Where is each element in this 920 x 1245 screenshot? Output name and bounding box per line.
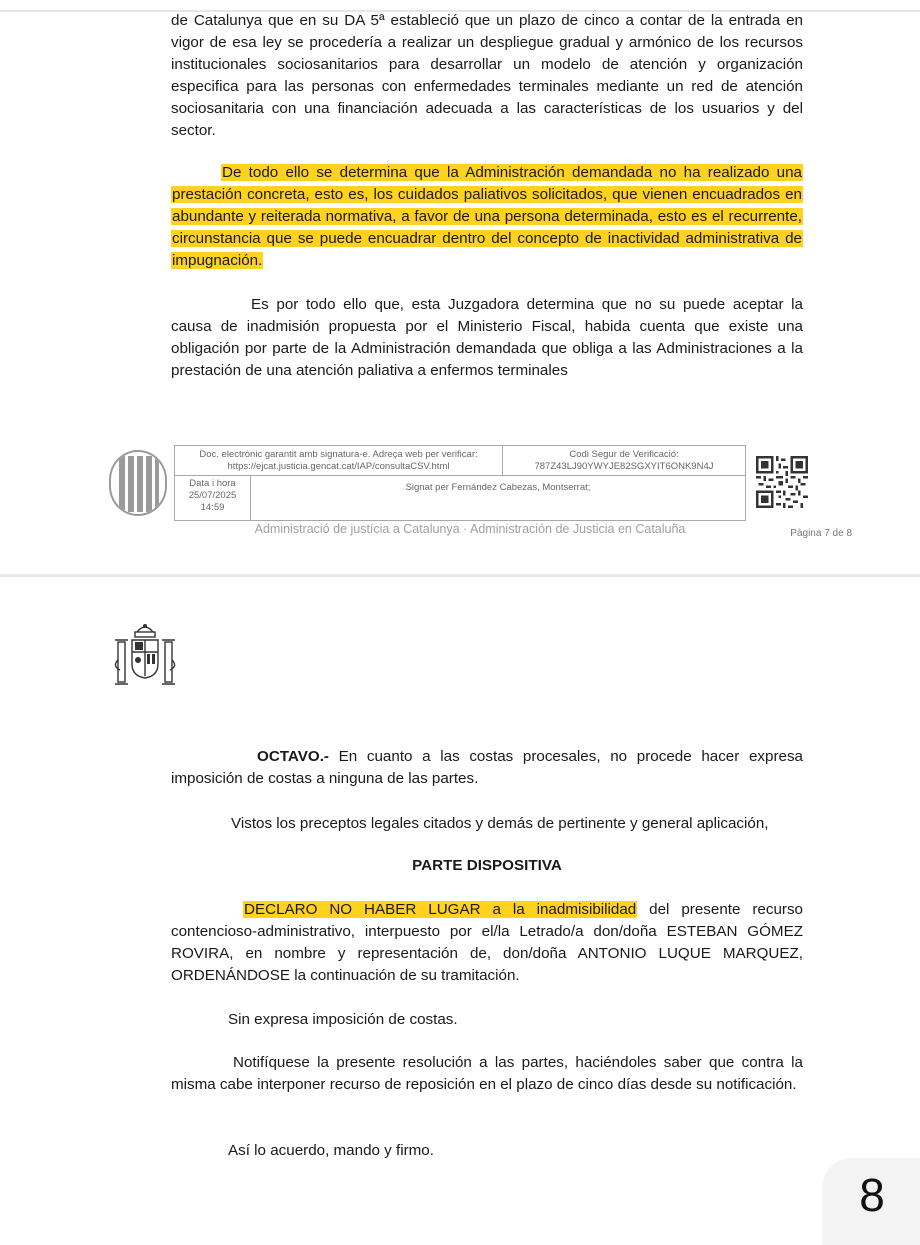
page-badge-number: 8 — [859, 1169, 885, 1221]
csv-code: 787Z43LJ90YWYJE82SGXYIT6ONK9N4J — [534, 461, 714, 472]
signed-cell: Signat per Fernández Cabezas, Montserrat; — [405, 482, 591, 493]
parte-dispositiva-heading: PARTE DISPOSITIVA — [412, 857, 562, 874]
vistos-paragraph: Vistos los preceptos legales citados y demás de pertinente y general aplicación, — [231, 815, 769, 832]
verify-url[interactable]: https://ejcat.justicia.gencat.cat/IAP/consultaCSV.html — [227, 461, 450, 472]
intro-paragraph: de Catalunya que en su DA 5ª estableció que un plazo de cinco a contar de la entrada en vigor de esa ley se procedería a realizar un despliegue gradual y armónico de los recursos institucionales sociosanitarios para desarrollar un modelo de atención y organización especifica para las personas con enfermedades terminales mediante un red de atención sociosanitaria con una financiación adecuada a las características de los usuarios y del sector. — [171, 12, 803, 139]
doc-verify-cell: Doc. electrònic garantit amb signatura-e. Adreça web per verificar: https://ejcat.justicia.gencat.cat/IAP/consultaCSV.html — [175, 446, 503, 476]
octavo-heading: OCTAVO.- — [257, 748, 329, 765]
page-counter: Pàgina 7 de 8 — [790, 528, 852, 539]
page-separator — [0, 574, 920, 577]
highlight-text: De todo ello se determina que la Administración demandada no ha realizado una prestación concreta, esto es, los cuidados paliativos solicitados, que vienen encuadrados en abundante y reiterada normativa, a favor de una persona determinada, esto es el recurrente, circunstancia que se puede encuadrar dentro del concepto de inactividad administrativa de impugnación. — [172, 164, 802, 269]
admin-footer-text: Administració de justícia a Catalunya · Administración de Justicia en Cataluña — [254, 522, 686, 536]
notifiquese-paragraph: Notifíquese la presente resolución a las partes, haciéndoles saber que contra la misma cabe interponer recurso de reposición en el plazo de cinco días desde su notificación. — [171, 1054, 803, 1093]
declaro-paragraph: DECLARO NO HABER LUGAR a la inadmisibilidad del presente recurso contencioso-administrativo, interpuesto por el/la Letrado/a don/doña ESTEBAN GÓMEZ ROVIRA, en nombre y representación de, don/doña ANTONIO LUQUE MARQUEZ, ORDENÁNDOSE la continuación de su tramitación. — [171, 901, 803, 984]
conclusion-paragraph: Es por todo ello que, esta Juzgadora determina que no su puede aceptar la causa de inadmisión propuesta por el Ministerio Fiscal, habida cuenta que existe una obligación por parte de la Administración demandada que obliga a las Administraciones a la prestación de una atención paliativa a enfermos terminales — [171, 296, 803, 379]
asi-paragraph: Así lo acuerdo, mando y firmo. — [228, 1142, 434, 1159]
declaro-highlight: DECLARO NO HABER LUGAR a la inadmisibilidad — [244, 901, 637, 918]
highlighted-paragraph — [171, 162, 803, 272]
sin-costas-paragraph: Sin expresa imposición de costas. — [228, 1011, 458, 1028]
signature-box — [174, 445, 746, 521]
qr-code-icon — [756, 456, 808, 508]
catalonia-logo-icon — [109, 450, 167, 516]
date-cell: Data i hora 25/07/2025 14:59 — [175, 476, 251, 520]
csv-cell: Codi Segur de Verificació: 787Z43LJ90YWYJE82SGXYIT6ONK9N4J — [503, 446, 745, 476]
octavo-paragraph: OCTAVO.- En cuanto a las costas procesales, no procede hacer expresa imposición de costas a ninguna de las partes. — [171, 748, 803, 787]
spain-coat-of-arms-icon — [110, 620, 180, 692]
